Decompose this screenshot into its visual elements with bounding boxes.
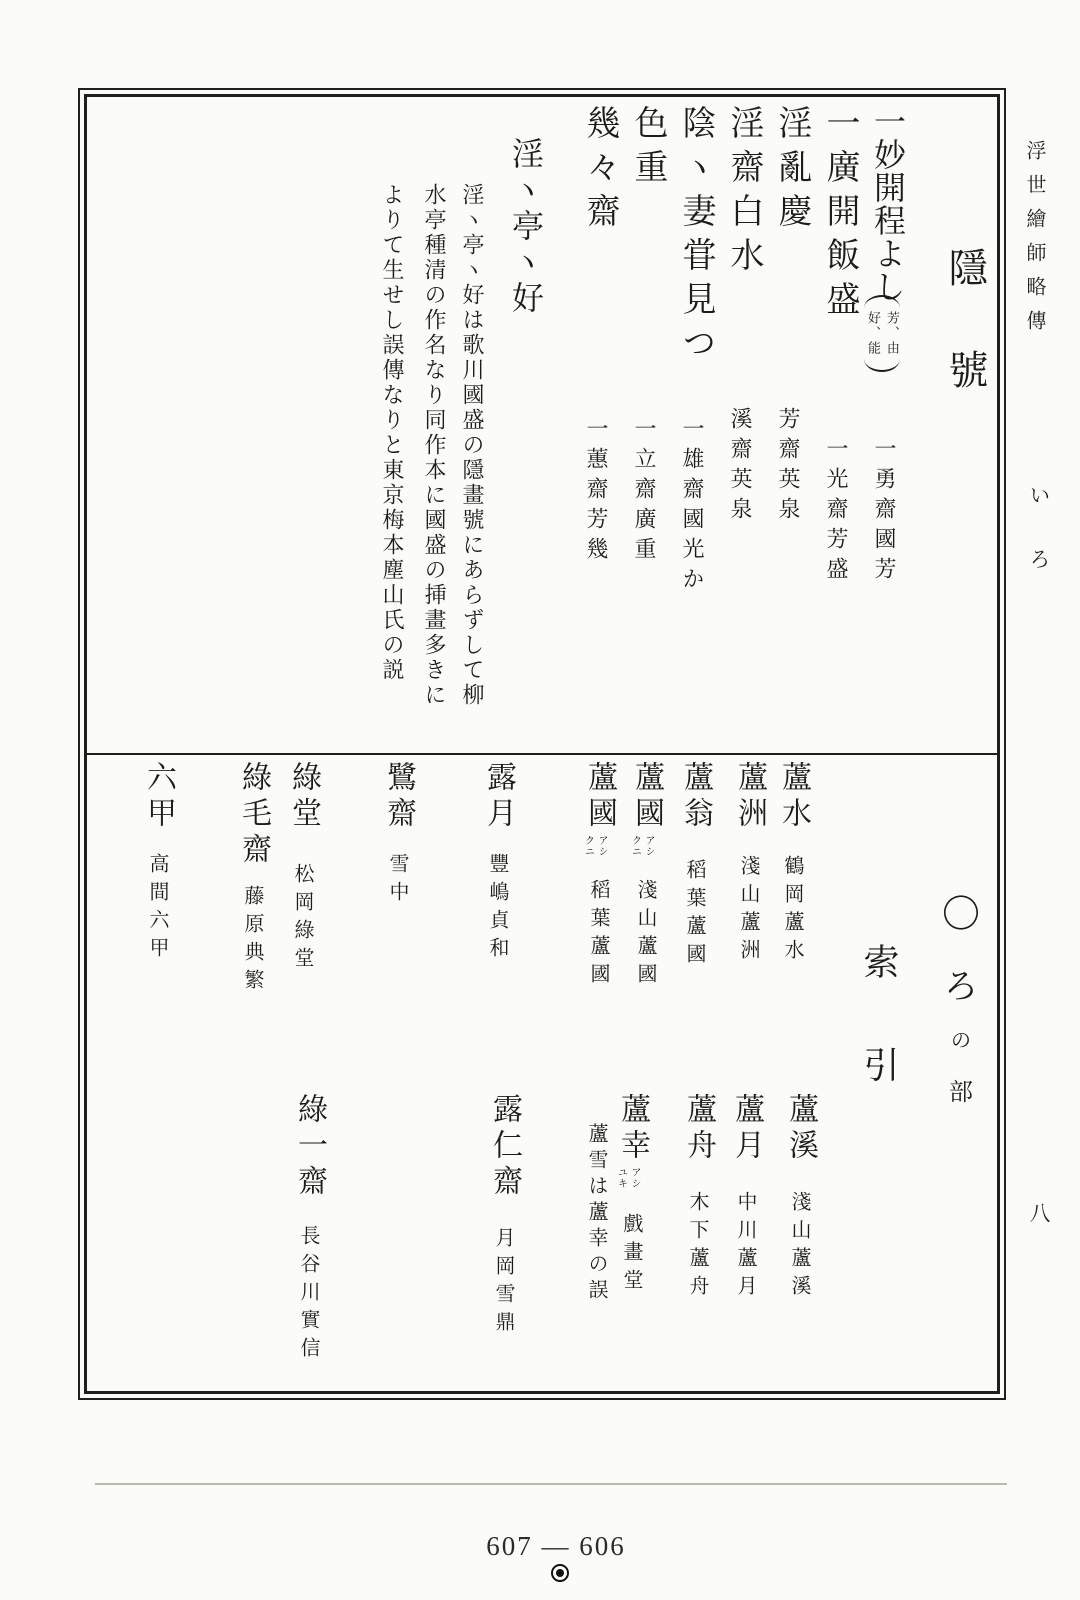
hidden-names-section <box>87 97 997 753</box>
part-no: の <box>951 1030 971 1052</box>
artist-name: 一勇齋國芳 <box>872 437 897 587</box>
artist-name: 高間六甲 <box>146 853 168 965</box>
index-name: 蘆洲 <box>733 761 766 833</box>
artist-name: 稻葉蘆國 <box>683 859 705 971</box>
page-frame-inner <box>84 94 1000 1394</box>
index-name: 蘆國 <box>630 761 663 833</box>
margin-folio-number: 八 <box>1027 1202 1051 1227</box>
section-header: 隱號 <box>943 247 988 451</box>
index-name: 蘆翁 <box>679 761 712 833</box>
artist-name: 一蕙齋芳幾 <box>584 417 609 567</box>
index-name: 鷺齋 <box>382 761 415 833</box>
artist-name: 淺山蘆溪 <box>788 1191 810 1303</box>
part-label: 部 <box>949 1080 973 1106</box>
margin-kana-i: い <box>1027 484 1051 509</box>
note-line: 淫ヽ亭ヽ好は歌川國盛の隱畫號にあらずして柳 <box>460 183 485 708</box>
artist-name: 豐嶋貞和 <box>486 853 508 965</box>
artist-name: 月岡雪鼎 <box>492 1227 514 1339</box>
hidden-name: 淫齋白水 <box>725 105 762 281</box>
artist-name: 一光齋芳盛 <box>824 437 849 587</box>
index-name: 蘆國 <box>583 761 616 833</box>
artist-name: 溪齋英泉 <box>728 407 753 527</box>
furigana: アシ クニ <box>582 835 607 857</box>
artist-name: 長谷川實信 <box>297 1225 319 1365</box>
artist-name: 戲畫堂 <box>620 1213 642 1297</box>
page-frame <box>78 88 1006 1400</box>
index-name: 蘆水 <box>777 761 810 833</box>
paren-open-icon <box>864 295 900 308</box>
note-line: 水亭種清の作名なり同作本に國盛の挿畫多きに <box>422 183 447 708</box>
artist-name: 藤原典繁 <box>241 885 263 997</box>
index-name: 蘆幸 <box>616 1093 649 1165</box>
note-line: よりて生せし誤傳なりと東京梅本塵山氏の説 <box>380 183 405 683</box>
artist-name: 芳齋英泉 <box>776 407 801 527</box>
artist-name: 木下蘆舟 <box>686 1191 708 1303</box>
footer-rule <box>95 1483 1007 1485</box>
reading-gloss <box>855 295 909 372</box>
artist-name: 鶴岡蘆水 <box>781 855 803 967</box>
index-title: 索引 <box>859 943 899 1149</box>
hidden-name: 幾々齋 <box>581 105 618 237</box>
index-name: 蘆舟 <box>682 1093 715 1165</box>
index-name: 綠一齋 <box>293 1093 326 1201</box>
artist-name: 松岡綠堂 <box>291 863 313 975</box>
index-name: 露月 <box>482 761 515 833</box>
hidden-name: 陰ヽ妻甞見つ <box>677 105 714 369</box>
paren-close-icon <box>864 359 900 372</box>
artist-name: 淺山蘆洲 <box>737 855 759 967</box>
index-name: 露仁齋 <box>488 1093 521 1201</box>
gloss-right: 芳、由 <box>884 311 900 356</box>
hidden-name: 一廣開飯盛 <box>821 105 858 325</box>
margin-book-title: 浮世繪師略傳 <box>1023 140 1045 344</box>
index-name: 蘆溪 <box>784 1093 817 1165</box>
gloss-left: 好、能 <box>866 311 881 356</box>
correction-note: 蘆雪は蘆幸の誤 <box>585 1123 607 1305</box>
margin-kana-ro: ろ <box>1027 548 1051 573</box>
page-numbers: 607 — 606 <box>486 1531 626 1561</box>
part-heading <box>939 896 983 1105</box>
hidden-name: 淫亂慶 <box>773 105 810 237</box>
index-name: 綠堂 <box>287 761 320 833</box>
part-mark: 〇 <box>941 894 980 936</box>
furigana: アシ クニ <box>629 835 654 857</box>
artist-name: 一雄齋國光か <box>680 417 705 597</box>
artist-name: 中川蘆月 <box>734 1191 756 1303</box>
index-name: 蘆月 <box>730 1093 763 1165</box>
artist-name: 雪中 <box>386 853 408 909</box>
hidden-name: 一妙開程よし <box>870 105 906 303</box>
bullseye-dot <box>556 1569 564 1577</box>
hidden-name: 色重 <box>629 105 666 193</box>
artist-name: 淺山蘆國 <box>634 879 656 991</box>
gloss-columns <box>862 311 902 356</box>
part-kana: ろ <box>944 969 978 1006</box>
index-section <box>87 755 997 1391</box>
index-name: 綠毛齋 <box>237 761 270 869</box>
artist-name: 稻葉蘆國 <box>587 879 609 991</box>
hidden-name: 淫ヽ亭ヽ好 <box>508 137 544 317</box>
bullseye-icon <box>551 1564 569 1582</box>
artist-name: 一立齋廣重 <box>632 417 657 567</box>
furigana: アシ ユキ <box>615 1167 640 1189</box>
index-name: 六甲 <box>142 761 175 833</box>
